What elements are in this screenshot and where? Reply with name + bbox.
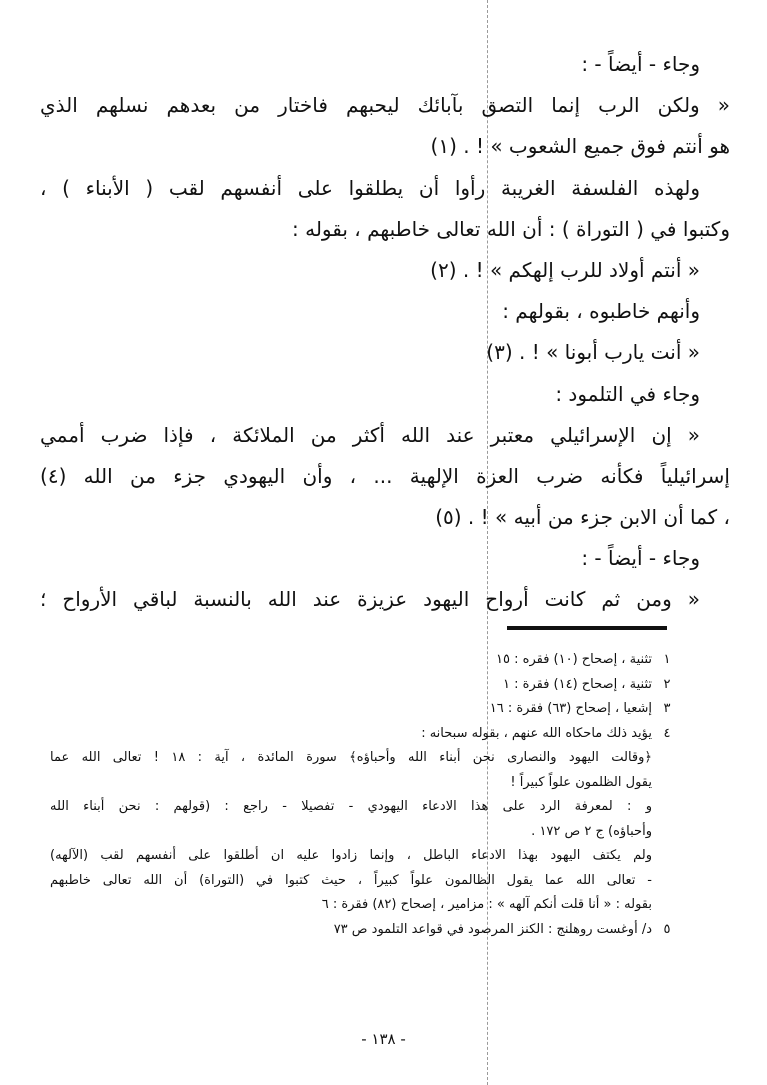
footnote-text: و : لمعرفة الرد على هذا الادعاء اليهودي - تفصيلا - راجع : (قولهم : نحن أبناء الله xyxy=(50,799,652,814)
footnote-number: ٥ xyxy=(663,921,671,937)
footnote-separator xyxy=(507,626,667,630)
footnote-continuation xyxy=(50,795,680,820)
main-text xyxy=(40,44,730,621)
footnote-text: تثنية ، إصحاح (١٠) فقره : ١٥ xyxy=(496,652,652,667)
footnote-continuation xyxy=(50,820,680,845)
footnote-text: ﴿وقالت اليهود والنصارى نحن أبناء الله وأحباؤه﴾ سورة المائدة ، آية : ١٨ ! تعالى الله عما xyxy=(50,750,653,765)
footnote-text: وأحباؤه) ج ٢ ص ١٧٢ . xyxy=(531,823,652,839)
footnote xyxy=(50,697,680,722)
text-line: وجاء - أيضاً - : xyxy=(581,52,700,76)
footnote-number: ٢ xyxy=(663,676,671,692)
footnotes xyxy=(50,648,680,942)
text-line: ، كما أن الابن جزء من أبيه » ! . (٥) xyxy=(435,505,730,530)
footnote-text: يؤيد ذلك ماحكاه الله عنهم ، بقوله سبحانه : xyxy=(421,725,652,741)
footnote-text: د/ أوغست روهلنج : الكنز المرصود في قواعد التلمود ص ٧٣ xyxy=(333,921,652,937)
footnote-number: ١ xyxy=(663,652,671,667)
footnote-text: ولم يكتف اليهود بهذا الادعاء الباطل ، وإنما زادوا عليه ان أطلقوا على أنفسهم لقب (الآلهه) xyxy=(50,848,652,863)
page-number: - ١٣٨ - xyxy=(361,1030,406,1048)
footnote xyxy=(50,648,680,673)
text-line: إسرائيلياً فكأنه ضرب العزة الإلهية ... ، وأن اليهودي جزء من الله (٤) xyxy=(40,463,730,488)
footnote xyxy=(50,722,680,747)
footnote-number: ٣ xyxy=(663,701,671,716)
footnote-text: يقول الظلمون علواً كبيراً ! xyxy=(510,774,652,790)
footnote-continuation xyxy=(50,844,680,869)
footnote-continuation xyxy=(50,746,680,771)
text-line: وجاء في التلمود : xyxy=(555,381,700,406)
footnote xyxy=(50,918,680,943)
text-line: « إن الإسرائيلي معتبر عند الله أكثر من الملائكة ، فإذا ضرب أممي xyxy=(40,422,700,447)
text-line: « أنتم أولاد للرب إلهكم » ! . (٢) xyxy=(430,257,700,282)
footnote-text: تثنية ، إصحاح (١٤) فقرة : ١ xyxy=(503,676,652,692)
footnote xyxy=(50,673,680,698)
text-line: وأنهم خاطبوه ، بقولهم : xyxy=(502,299,700,324)
text-line: وجاء - أيضاً - : xyxy=(581,546,700,571)
footnote-text: إشعيا ، إصحاح (٦٣) فقرة : ١٦ xyxy=(489,701,652,716)
footnote-number: ٤ xyxy=(663,725,671,741)
text-line: « ومن ثم كانت أرواح اليهود عزيزة عند الله بالنسبة لباقي الأرواح ؛ xyxy=(40,587,700,612)
text-line: هو أنتم فوق جميع الشعوب » ! . (١) xyxy=(430,134,730,159)
text-line: « ولكن الرب إنما التصق بآبائك ليحبهم فاختار من بعدهم نسلهم الذي xyxy=(40,93,730,118)
footnote-text: بقوله : « أنا قلت أنكم آلهه » : مزامير ، إصحاح (٨٢) فقرة : ٦ xyxy=(321,897,652,912)
text-line: ولهذه الفلسفة الغريبة رأوا أن يطلقوا على أنفسهم لقب ( الأبناء ) ، xyxy=(40,175,700,200)
text-line: وكتبوا في ( التوراة ) : أن الله تعالى خاطبهم ، بقوله : xyxy=(292,216,730,241)
footnote-continuation xyxy=(50,771,680,796)
text-line: « أنت يارب أبونا » ! . (٣) xyxy=(486,340,700,365)
footnote-text: - تعالى الله عما يقول الظالمون علواً كبيراً ، حيث كتبوا في (التوراة) أن الله تعالى خاطبهم xyxy=(50,872,652,888)
footnote-continuation xyxy=(50,893,680,918)
footnote-continuation xyxy=(50,869,680,894)
